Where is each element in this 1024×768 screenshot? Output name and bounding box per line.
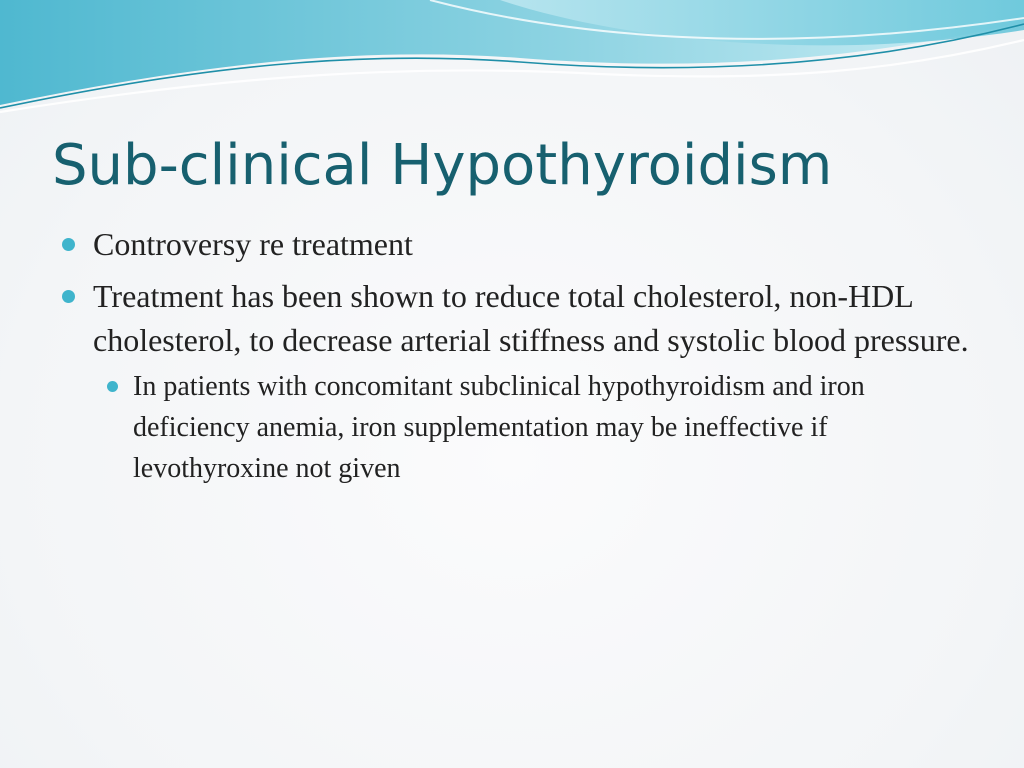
slide-title: Sub-clinical Hypothyroidism xyxy=(52,133,833,198)
sub-bullet-text: In patients with concomitant subclinical hypothyroidism and iron deficiency anemia, iron supplementation may be ineffective if levothyroxine not given xyxy=(133,371,865,484)
list-item xyxy=(60,222,980,266)
header-wave-decoration xyxy=(0,0,1024,120)
bullet-dot-icon xyxy=(62,290,75,303)
bullet-list xyxy=(60,222,980,497)
sub-bullet-list xyxy=(93,366,980,489)
bullet-dot-icon xyxy=(62,238,75,251)
list-item xyxy=(60,274,980,489)
bullet-dot-icon xyxy=(107,381,118,392)
sub-list-item xyxy=(93,366,980,489)
bullet-text: Controversy re treatment xyxy=(93,226,413,262)
bullet-text: Treatment has been shown to reduce total cholesterol, non-HDL cholesterol, to decrease arterial stiffness and systolic blood pressure. xyxy=(93,278,969,358)
